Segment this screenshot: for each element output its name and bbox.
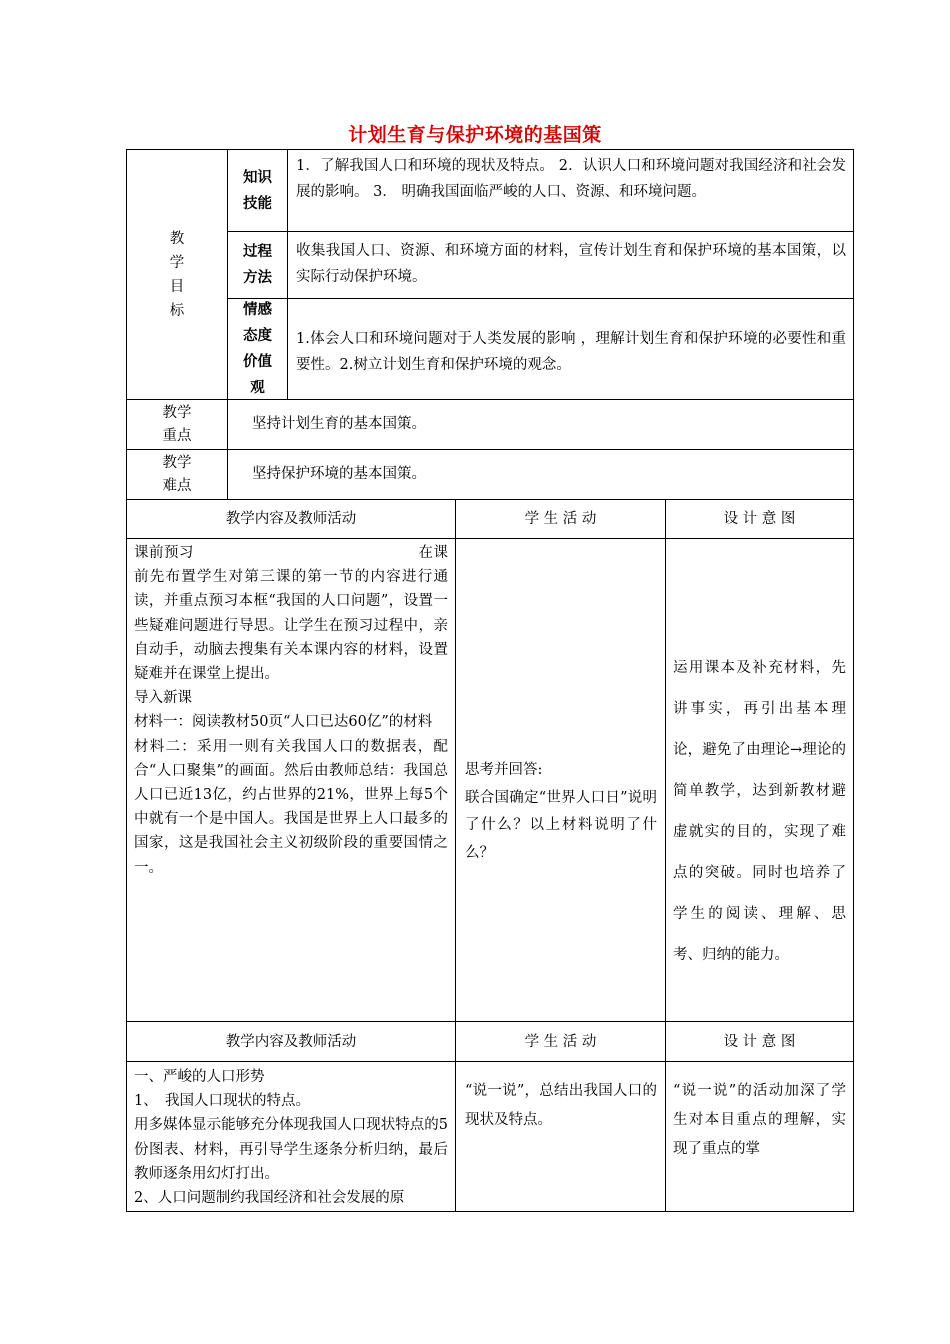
- table-border: [126, 538, 854, 539]
- header-design: 设 计 意 图: [723, 511, 796, 527]
- table-border: [455, 499, 456, 1212]
- table-border: [126, 449, 854, 450]
- table-border: [227, 298, 854, 299]
- goal-text-knowledge: 1．了解我国人口和环境的现状及特点。 2．认识人口和环境问题对我国经济和社会发展的影响。 3． 明确我国面临严峻的人口、资源、和环境问题。: [296, 158, 846, 200]
- table-border: [227, 231, 854, 232]
- section1-student: 思考并回答: 联合国确定“世界人口日”说明了什么？以上材料说明了什么？: [465, 762, 657, 861]
- key-point-text: 坚持计划生育的基本国策。: [252, 416, 426, 432]
- section2-content: 一、严峻的人口形势 1、 我国人口现状的特点。 用多媒体显示能够充分体现我国人口现状特点的5份图表、材料，再引导学生逐条分析归纳，最后教师逐条用幻灯打出。 2、人口问题制约我国经济和社会发展的原: [134, 1069, 448, 1207]
- section1-design: 运用课本及补充材料，先讲事实，再引出基本理论，避免了由理论→理论的简单教学，达到新教材避虚就实的目的，实现了难点的突破。同时也培养了学生的阅读、理解、思考、归纳的能力。: [673, 660, 846, 963]
- key-point-label: 教学 重点: [162, 404, 192, 444]
- section1-content: 课前预习 在课前先布置学生对第三课的第一节的内容进行通读，并重点预习本框“我国的人口问题”，设置一些疑难问题进行导思。让学生在预习过程中，亲自动手，动脑去搜集有关本课内容的材料，设置疑难并在课堂上提出。 导入新课 材料一：阅读教材50页“人口已达60亿”的材料 材料二：采用一则有关我国人口的数据表，配合“人口聚集”的画面。然后由教师总结：我国总人口已近13亿，约占世界的21%，世界上每5个中就有一个是中国人。我国是世界上人口最多的国家，这是我国社会主义初级阶段的重要国情之一。: [134, 545, 448, 876]
- header-student: 学 生 活 动: [524, 511, 597, 527]
- header-student-2: 学 生 活 动: [524, 1033, 597, 1050]
- difficulty-text: 坚持保护环境的基本国策。: [252, 466, 426, 482]
- goal-label-process: 过程 方法: [243, 244, 272, 286]
- table-border: [126, 1061, 854, 1062]
- table-border: [665, 499, 666, 1212]
- table-border: [853, 149, 854, 1212]
- header-design-2: 设 计 意 图: [723, 1033, 796, 1050]
- table-border: [126, 399, 854, 400]
- goal-label-emotion: 情感 态度 价值 观: [243, 302, 272, 396]
- header-content-2: 教学内容及教师活动: [225, 1033, 357, 1050]
- goal-text-emotion: 1.体会人口和环境问题对于人类发展的影响 ，理解计划生育和保护环境的必要性和重要性。2.树立计划生育和保护环境的观念。: [296, 331, 846, 373]
- page-title: 计划生育与保护环境的基国策: [348, 124, 602, 146]
- goals-label: 教 学 目 标: [169, 230, 185, 319]
- difficulty-label: 教学 难点: [162, 454, 192, 494]
- header-content: 教学内容及教师活动: [225, 511, 357, 527]
- table-border: [287, 149, 288, 399]
- section2-design: “说一说”的活动加深了学生对本目重点的理解，实现了重点的掌: [673, 1083, 846, 1157]
- goal-label-knowledge: 知识 技能: [243, 169, 272, 212]
- table-border: [126, 1211, 854, 1212]
- goal-text-process: 收集我国人口、资源、和环境方面的材料，宣传计划生育和保护环境的基本国策，以实际行动保护环境。: [296, 243, 846, 285]
- section2-student: “说一说”，总结出我国人口的现状及特点。: [465, 1083, 657, 1128]
